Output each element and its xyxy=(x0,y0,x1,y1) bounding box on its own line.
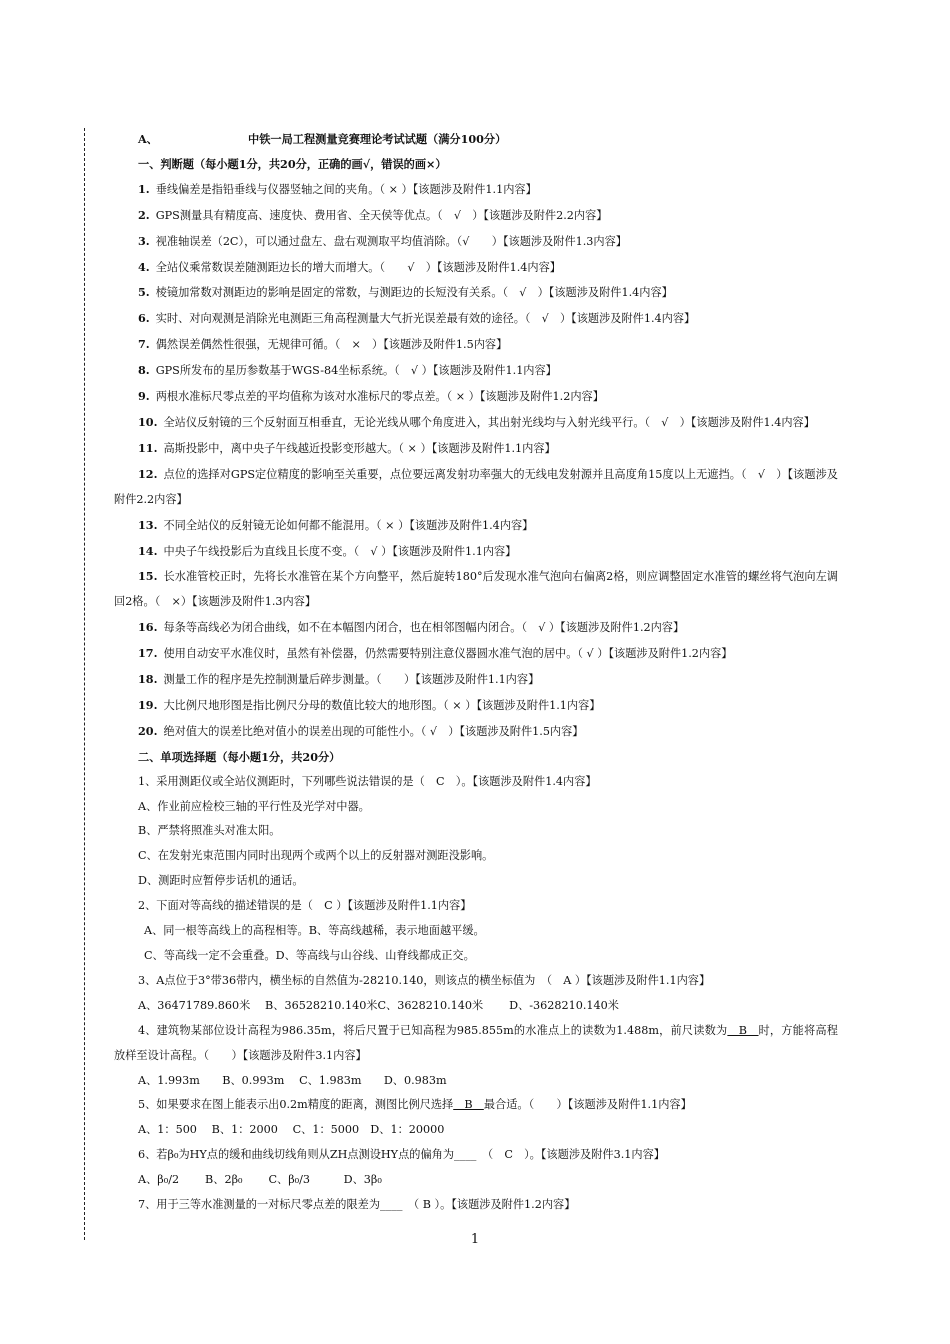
question-number: 5. xyxy=(138,285,150,300)
question-text: 两根水准标尺零点差的平均值称为该对水准标尺的零点差。（ × ）【该题涉及附件1.2内容】 xyxy=(155,390,604,404)
q1-stem: 1、采用测距仪或全站仪测距时，下列哪些说法错误的是（ C ）。【该题涉及附件1.4内容】 xyxy=(138,774,597,788)
question-number: 20. xyxy=(138,723,158,738)
true-false-item xyxy=(114,306,838,332)
true-false-item xyxy=(114,667,838,693)
question-text: 偶然误差偶然性很强，无规律可循。（ × ）【该题涉及附件1.5内容】 xyxy=(155,338,508,352)
true-false-item xyxy=(114,564,838,615)
document-body xyxy=(114,127,838,1218)
q5-options: A、1：500 B、1：2000 C、1：5000 D、1：20000 xyxy=(138,1123,445,1137)
true-false-item xyxy=(114,410,838,436)
q3-stem: 3、A点位于3°带36带内，横坐标的自然值为-28210.140，则该点的横坐标值为 （ A ）【该题涉及附件1.1内容】 xyxy=(138,973,711,987)
q2-options-ab: A、同一根等高线上的高程相等。B、等高线越稀，表示地面越平缓。 xyxy=(144,924,485,938)
true-false-item xyxy=(114,332,838,358)
question-text: GPS所发布的星历参数基于WGS-84坐标系统。（ √ ）【该题涉及附件1.1内容】 xyxy=(155,364,557,378)
question-number: 2. xyxy=(138,207,150,222)
true-false-item xyxy=(114,539,838,565)
question-text: 大比例尺地形图是指比例尺分母的数值比较大的地形图。（ × ）【该题涉及附件1.1内容】 xyxy=(163,698,601,712)
question-number: 1. xyxy=(138,181,150,196)
question-number: 11. xyxy=(138,440,158,455)
question-number: 18. xyxy=(138,672,158,687)
question-number: 12. xyxy=(138,466,158,481)
q6-stem: 6、若β₀为HY点的缓和曲线切线角则从ZH点测设HY点的偏角为____ （ C ）。【该题涉及附件3.1内容】 xyxy=(138,1148,665,1162)
question-text: 不同全站仪的反射镜无论如何都不能混用。（ × ）【该题涉及附件1.4内容】 xyxy=(163,518,534,532)
section2-heading: 二、单项选择题（每小题1分，共20分） xyxy=(138,749,341,764)
question-text: 全站仪反射镜的三个反射面互相垂直，无论光线从哪个角度进入，其出射光线均与入射光线平行。（ √ ）【该题涉及附件1.4内容】 xyxy=(163,415,815,429)
question-text: 绝对值大的误差比绝对值小的误差出现的可能性小。（ √ ）【该题涉及附件1.5内容】 xyxy=(163,724,584,738)
true-false-item xyxy=(114,358,838,384)
q4-answer-blank: B xyxy=(727,1023,759,1037)
true-false-list xyxy=(114,177,838,745)
question-number: 17. xyxy=(138,646,158,661)
question-number: 16. xyxy=(138,620,158,635)
q5-stem-part1: 5、如果要求在图上能表示出0.2m精度的距离，测图比例尺选择 xyxy=(138,1098,454,1112)
question-number: 15. xyxy=(138,569,158,584)
true-false-item xyxy=(114,641,838,667)
true-false-item xyxy=(114,462,838,513)
question-text: 中央子午线投影后为直线且长度不变。（ √ ）【该题涉及附件1.1内容】 xyxy=(163,544,517,558)
q4-options: A、1.993m B、0.993m C、1.983m D、0.983m xyxy=(138,1073,447,1087)
question-text: 长水准管校正时，先将长水准管在某个方向整平，然后旋转180°后发现水准气泡向右偏离2格，则应调整固定水准管的螺丝将气泡向左调回2格。（ ×）【该题涉及附件1.3内容】 xyxy=(114,570,838,609)
q4-stem xyxy=(114,1019,838,1069)
question-number: 14. xyxy=(138,543,158,558)
q4-stem-part2: 时，方能将高程放样至设计高程。（ ）【该题涉及附件3.1内容】 xyxy=(114,1023,838,1062)
question-number: 7. xyxy=(138,337,150,352)
q2-stem: 2、下面对等高线的描述错误的是（ C ）【该题涉及附件1.1内容】 xyxy=(138,899,472,913)
question-text: 全站仪乘常数误差随测距边长的增大而增大。（ √ ）【该题涉及附件1.4内容】 xyxy=(155,260,561,274)
question-number: 3. xyxy=(138,233,150,248)
page-number: 1 xyxy=(470,1232,480,1247)
q2-options-cd: C、等高线一定不会重叠。D、等高线与山谷线、山脊线都成正交。 xyxy=(144,949,475,962)
question-number: 13. xyxy=(138,517,158,532)
true-false-item xyxy=(114,436,838,462)
paper-variant: A、 xyxy=(138,132,158,146)
section1-heading: 一、判断题（每小题1分，共20分，正确的画√，错误的画×） xyxy=(138,156,447,171)
true-false-item xyxy=(114,719,838,745)
question-text: 棱镜加常数对测距边的影响是固定的常数，与测距边的长短没有关系。（ √ ）【该题涉及附件1.4内容】 xyxy=(155,286,673,300)
true-false-item xyxy=(114,255,838,281)
true-false-item xyxy=(114,203,838,229)
true-false-item xyxy=(114,615,838,641)
question-text: 测量工作的程序是先控制测量后碎步测量。（ ）【该题涉及附件1.1内容】 xyxy=(163,673,540,687)
true-false-item xyxy=(114,229,838,255)
question-number: 8. xyxy=(138,363,150,378)
q5-stem xyxy=(114,1093,838,1118)
question-text: GPS测量具有精度高、速度快、费用省、全天侯等优点。（ √ ）【该题涉及附件2.2内容】 xyxy=(155,208,608,222)
question-number: 4. xyxy=(138,259,150,274)
question-number: 6. xyxy=(138,311,150,326)
true-false-item xyxy=(114,693,838,719)
true-false-item xyxy=(114,177,838,203)
q4-stem-part1: 4、建筑物某部位设计高程为986.35m，将后尺置于已知高程为985.855m的水准点上的读数为1.488m，前尺读数为 xyxy=(138,1023,728,1037)
q1-option-c: C、在发射光束范围内同时出现两个或两个以上的反射器对测距没影响。 xyxy=(138,849,494,863)
true-false-item xyxy=(114,513,838,539)
q1-option-d: D、测距时应暂停步话机的通话。 xyxy=(138,874,304,888)
q5-stem-part2: 最合适。（ ）【该题涉及附件1.1内容】 xyxy=(483,1098,692,1112)
q1-option-b: B、严禁将照准头对准太阳。 xyxy=(138,824,281,838)
question-text: 垂线偏差是指铅垂线与仪器竖轴之间的夹角。（ × ）【该题涉及附件1.1内容】 xyxy=(155,182,537,196)
question-text: 视准轴误差（2C），可以通过盘左、盘右观测取平均值消除。（√ ）【该题涉及附件1.3内容】 xyxy=(155,234,627,248)
binding-margin-line xyxy=(84,128,85,1240)
true-false-item xyxy=(114,280,838,306)
question-text: 点位的选择对GPS定位精度的影响至关重要，点位要远离发射功率强大的无线电发射源并且高度角15度以上无遮挡。（ √ ）【该题涉及附件2.2内容】 xyxy=(114,467,838,506)
q1-option-a: A、作业前应检校三轴的平行性及光学对中器。 xyxy=(138,799,370,813)
question-text: 实时、对向观测是消除光电测距三角高程测量大气折光误差最有效的途径。（ √ ）【该题涉及附件1.4内容】 xyxy=(155,312,696,326)
page-title: 中铁一局工程测量竞赛理论考试试题（满分100分） xyxy=(248,132,507,146)
title-row xyxy=(114,127,838,152)
q3-options: A、36471789.860米 B、36528210.140米C、3628210.140米 D、-3628210.140米 xyxy=(138,998,619,1012)
question-number: 9. xyxy=(138,389,150,404)
question-number: 10. xyxy=(138,414,158,429)
q5-answer-blank: B xyxy=(453,1098,484,1112)
true-false-item xyxy=(114,384,838,410)
question-text: 每条等高线必为闭合曲线，如不在本幅图内闭合，也在相邻图幅内闭合。（ √ ）【该题涉及附件1.2内容】 xyxy=(163,621,685,635)
q6-options: A、β₀/2 B、2β₀ C、β₀/3 D、3β₀ xyxy=(138,1173,382,1187)
question-text: 高斯投影中，离中央子午线越近投影变形越大。（ × ）【该题涉及附件1.1内容】 xyxy=(163,441,556,455)
q7-stem: 7、用于三等水准测量的一对标尺零点差的限差为____ （ B ）。【该题涉及附件1.2内容】 xyxy=(138,1198,576,1212)
question-number: 19. xyxy=(138,697,158,712)
question-text: 使用自动安平水准仪时，虽然有补偿器，仍然需要特别注意仪器圆水准气泡的居中。（ √ ）【该题涉及附件1.2内容】 xyxy=(163,647,733,661)
